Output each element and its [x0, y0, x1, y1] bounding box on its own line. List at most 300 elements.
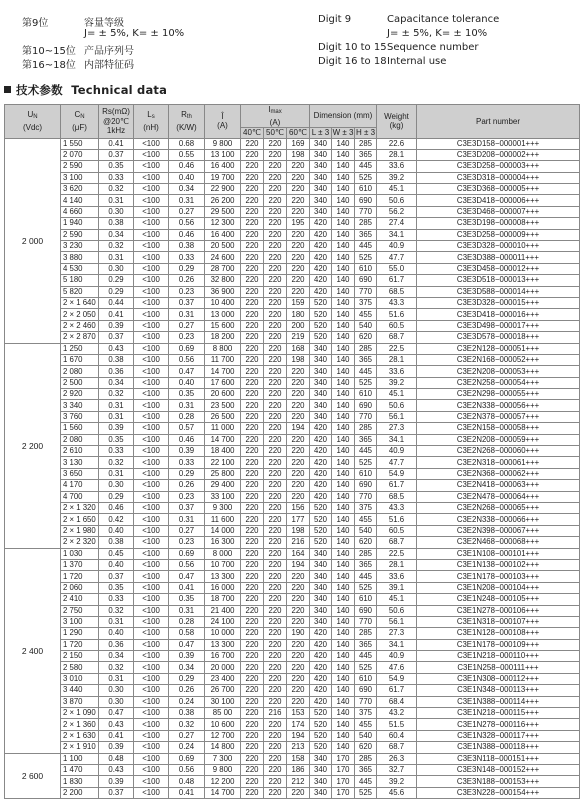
cell-t40: 220 — [241, 639, 264, 650]
cell-ls: <100 — [134, 662, 169, 673]
cell-t60: 220 — [287, 639, 310, 650]
intro-cn-text: 内部特征码 — [84, 60, 134, 71]
cell-weight: 55.0 — [377, 263, 417, 274]
header-rs: Rs(mΩ) @20℃ 1kHz — [99, 105, 134, 139]
cell-t40: 220 — [241, 491, 264, 502]
intro-cn-label: 第9位 — [22, 18, 49, 29]
cell-irms: 21 400 — [205, 605, 241, 616]
voltage-group-cell: 2 000 — [5, 138, 61, 343]
cell-irms: 14 700 — [205, 434, 241, 445]
cell-w: 140 — [332, 480, 355, 491]
table-row — [5, 286, 580, 297]
section-title-cn: 技术参数 — [16, 83, 63, 97]
cell-h: 620 — [355, 332, 377, 343]
cell-t40: 220 — [241, 252, 264, 263]
header-part-number: Part number — [417, 105, 580, 139]
cell-t40: 220 — [241, 537, 264, 548]
cell-t40: 220 — [241, 138, 264, 149]
table-row — [5, 195, 580, 206]
cell-t50: 220 — [264, 605, 287, 616]
cell-weight: 34.1 — [377, 639, 417, 650]
cell-rth: 0.23 — [169, 491, 205, 502]
cell-t60: 220 — [287, 696, 310, 707]
cell-irms: 18 400 — [205, 446, 241, 457]
cell-part: C3E2N418−000063+++ — [417, 480, 580, 491]
cell-h: 770 — [355, 286, 377, 297]
cell-cn: 5 820 — [61, 286, 99, 297]
cell-h: 525 — [355, 377, 377, 388]
cell-l: 340 — [310, 605, 332, 616]
cell-irms: 36 900 — [205, 286, 241, 297]
cell-cn: 4 530 — [61, 263, 99, 274]
cell-rs: 0.41 — [99, 309, 134, 320]
cell-rth: 0.31 — [169, 605, 205, 616]
cell-l: 340 — [310, 764, 332, 775]
cell-part: C3E2N338−000056+++ — [417, 400, 580, 411]
cell-irms: 23 400 — [205, 673, 241, 684]
cell-ls: <100 — [134, 537, 169, 548]
cell-cn: 2 590 — [61, 229, 99, 240]
cell-t60: 220 — [287, 161, 310, 172]
cell-t50: 220 — [264, 400, 287, 411]
cell-weight: 68.5 — [377, 286, 417, 297]
cell-w: 140 — [332, 685, 355, 696]
cell-rth: 0.26 — [169, 480, 205, 491]
cell-t50: 220 — [264, 241, 287, 252]
table-row — [5, 434, 580, 445]
cell-rth: 0.46 — [169, 229, 205, 240]
cell-weight: 47.7 — [377, 457, 417, 468]
cell-w: 140 — [332, 537, 355, 548]
cell-cn: 2 × 2 460 — [61, 320, 99, 331]
cell-t50: 220 — [264, 389, 287, 400]
cell-cn: 2 590 — [61, 161, 99, 172]
table-header — [5, 105, 580, 139]
cell-irms: 22 900 — [205, 184, 241, 195]
cell-ls: <100 — [134, 309, 169, 320]
cell-rth: 0.40 — [169, 172, 205, 183]
cell-t40: 220 — [241, 389, 264, 400]
cell-rth: 0.41 — [169, 787, 205, 798]
cell-rs: 0.45 — [99, 548, 134, 559]
table-row — [5, 343, 580, 354]
cell-w: 140 — [332, 628, 355, 639]
cell-cn: 1 250 — [61, 343, 99, 354]
cell-t50: 220 — [264, 161, 287, 172]
cell-rth: 0.31 — [169, 195, 205, 206]
cell-irms: 17 600 — [205, 377, 241, 388]
table-row — [5, 172, 580, 183]
cell-t60: 220 — [287, 377, 310, 388]
cell-rs: 0.32 — [99, 184, 134, 195]
cell-t60: 168 — [287, 343, 310, 354]
cell-t60: 153 — [287, 708, 310, 719]
cell-cn: 2 500 — [61, 377, 99, 388]
cell-w: 140 — [332, 377, 355, 388]
cell-weight: 45.1 — [377, 389, 417, 400]
cell-t40: 220 — [241, 332, 264, 343]
cell-irms: 28 700 — [205, 263, 241, 274]
cell-t60: 220 — [287, 605, 310, 616]
cell-rth: 0.69 — [169, 753, 205, 764]
cell-l: 420 — [310, 434, 332, 445]
cell-part: C3E2N398−000067+++ — [417, 525, 580, 536]
cell-part: C3E1N278−000116+++ — [417, 719, 580, 730]
cell-part: C3E1N328−000117+++ — [417, 730, 580, 741]
cell-cn: 1 670 — [61, 354, 99, 365]
cell-weight: 68.5 — [377, 491, 417, 502]
cell-irms: 23 500 — [205, 400, 241, 411]
cell-weight: 61.7 — [377, 685, 417, 696]
table-body — [5, 138, 580, 799]
cell-part: C3E2N268−000060+++ — [417, 446, 580, 457]
cell-t50: 220 — [264, 639, 287, 650]
cell-t60: 220 — [287, 206, 310, 217]
cell-rs: 0.32 — [99, 389, 134, 400]
cell-l: 340 — [310, 389, 332, 400]
cell-ls: <100 — [134, 730, 169, 741]
cell-irms: 25 800 — [205, 468, 241, 479]
table-row — [5, 218, 580, 229]
cell-rs: 0.35 — [99, 582, 134, 593]
cell-w: 140 — [332, 263, 355, 274]
cell-weight: 22.5 — [377, 343, 417, 354]
cell-h: 540 — [355, 320, 377, 331]
cell-weight: 68.7 — [377, 332, 417, 343]
cell-t40: 220 — [241, 320, 264, 331]
cell-part: C3E2N128−000051+++ — [417, 343, 580, 354]
cell-ls: <100 — [134, 776, 169, 787]
cell-irms: 10 600 — [205, 719, 241, 730]
cell-t50: 220 — [264, 172, 287, 183]
cell-cn: 1 030 — [61, 548, 99, 559]
cell-weight: 27.3 — [377, 628, 417, 639]
cell-rth: 0.35 — [169, 389, 205, 400]
cell-w: 140 — [332, 400, 355, 411]
cell-rs: 0.29 — [99, 286, 134, 297]
cell-weight: 28.1 — [377, 559, 417, 570]
cell-t60: 220 — [287, 434, 310, 445]
cell-t40: 220 — [241, 628, 264, 639]
cell-rs: 0.42 — [99, 514, 134, 525]
cell-weight: 43.3 — [377, 503, 417, 514]
cell-weight: 45.6 — [377, 787, 417, 798]
cell-rth: 0.33 — [169, 457, 205, 468]
cell-irms: 16 000 — [205, 582, 241, 593]
cell-t50: 220 — [264, 525, 287, 536]
table-row — [5, 411, 580, 422]
cell-t40: 220 — [241, 753, 264, 764]
cell-part: C3E3N228−000154+++ — [417, 787, 580, 798]
table-row — [5, 400, 580, 411]
cell-ls: <100 — [134, 491, 169, 502]
cell-rth: 0.56 — [169, 354, 205, 365]
cell-h: 610 — [355, 263, 377, 274]
cell-ls: <100 — [134, 138, 169, 149]
cell-w: 140 — [332, 332, 355, 343]
cell-t60: 220 — [287, 241, 310, 252]
cell-l: 520 — [310, 708, 332, 719]
cell-rs: 0.34 — [99, 377, 134, 388]
cell-rth: 0.46 — [169, 434, 205, 445]
table-row — [5, 548, 580, 559]
cell-t40: 220 — [241, 434, 264, 445]
cell-irms: 13 100 — [205, 149, 241, 160]
cell-w: 140 — [332, 708, 355, 719]
table-row — [5, 241, 580, 252]
cell-cn: 1 830 — [61, 776, 99, 787]
cell-part: C3E1N308−000112+++ — [417, 673, 580, 684]
cell-ls: <100 — [134, 696, 169, 707]
cell-ls: <100 — [134, 161, 169, 172]
cell-part: C3E3D208−000002+++ — [417, 149, 580, 160]
cell-t50: 220 — [264, 149, 287, 160]
cell-t40: 220 — [241, 377, 264, 388]
cell-w: 140 — [332, 161, 355, 172]
voltage-group-cell: 2 600 — [5, 753, 61, 799]
cell-t60: 220 — [287, 286, 310, 297]
cell-part: C3E3D368−000005+++ — [417, 184, 580, 195]
cell-t50: 220 — [264, 673, 287, 684]
cell-t60: 220 — [287, 662, 310, 673]
cell-rth: 0.39 — [169, 446, 205, 457]
cell-l: 340 — [310, 195, 332, 206]
cell-t50: 220 — [264, 764, 287, 775]
table-row — [5, 525, 580, 536]
table-row — [5, 537, 580, 548]
cell-ls: <100 — [134, 411, 169, 422]
cell-h: 610 — [355, 468, 377, 479]
cell-t40: 220 — [241, 605, 264, 616]
cell-rth: 0.32 — [169, 719, 205, 730]
section-title-en: Technical data — [71, 83, 168, 97]
cell-cn: 2 × 1 640 — [61, 297, 99, 308]
cell-h: 690 — [355, 195, 377, 206]
cell-part: C3E3D388−000011+++ — [417, 252, 580, 263]
cell-h: 365 — [355, 434, 377, 445]
cell-rth: 0.47 — [169, 571, 205, 582]
cell-cn: 3 440 — [61, 685, 99, 696]
cell-w: 140 — [332, 742, 355, 753]
cell-weight: 40.9 — [377, 241, 417, 252]
cell-cn: 2 150 — [61, 651, 99, 662]
cell-l: 340 — [310, 138, 332, 149]
cell-cn: 1 720 — [61, 639, 99, 650]
cell-h: 445 — [355, 651, 377, 662]
cell-l: 340 — [310, 559, 332, 570]
cell-irms: 9 800 — [205, 138, 241, 149]
cell-weight: 60.4 — [377, 730, 417, 741]
cell-rth: 0.26 — [169, 685, 205, 696]
cell-h: 445 — [355, 161, 377, 172]
cell-rs: 0.32 — [99, 605, 134, 616]
cell-t60: 190 — [287, 628, 310, 639]
table-row — [5, 297, 580, 308]
cell-cn: 4 700 — [61, 491, 99, 502]
cell-rs: 0.29 — [99, 275, 134, 286]
cell-weight: 28.1 — [377, 149, 417, 160]
cell-ls: <100 — [134, 708, 169, 719]
cell-irms: 16 700 — [205, 651, 241, 662]
cell-weight: 51.5 — [377, 719, 417, 730]
cell-part: C3E1N108−000101+++ — [417, 548, 580, 559]
cell-t40: 220 — [241, 343, 264, 354]
cell-h: 770 — [355, 696, 377, 707]
cell-part: C3E1N388−000118+++ — [417, 742, 580, 753]
cell-t60: 220 — [287, 491, 310, 502]
cell-ls: <100 — [134, 571, 169, 582]
cell-rs: 0.30 — [99, 206, 134, 217]
cell-irms: 14 700 — [205, 366, 241, 377]
table-row — [5, 514, 580, 525]
cell-part: C3E3N188−000153+++ — [417, 776, 580, 787]
table-row — [5, 377, 580, 388]
cell-part: C3E3D588−000014+++ — [417, 286, 580, 297]
cell-part: C3E2N158−000058+++ — [417, 423, 580, 434]
cell-cn: 2 × 1 360 — [61, 719, 99, 730]
cell-w: 140 — [332, 730, 355, 741]
cell-weight: 60.5 — [377, 320, 417, 331]
cell-cn: 2 × 1 090 — [61, 708, 99, 719]
cell-t60: 220 — [287, 400, 310, 411]
cell-t60: 220 — [287, 673, 310, 684]
cell-t50: 220 — [264, 537, 287, 548]
table-row — [5, 753, 580, 764]
cell-irms: 32 800 — [205, 275, 241, 286]
cell-cn: 3 010 — [61, 673, 99, 684]
cell-weight: 56.2 — [377, 206, 417, 217]
cell-part: C3E2N258−000054+++ — [417, 377, 580, 388]
cell-part: C3E2N298−000055+++ — [417, 389, 580, 400]
cell-h: 375 — [355, 708, 377, 719]
cell-t50: 220 — [264, 753, 287, 764]
cell-t50: 220 — [264, 559, 287, 570]
cell-part: C3E3D258−000009+++ — [417, 229, 580, 240]
cell-w: 140 — [332, 286, 355, 297]
cell-t50: 220 — [264, 446, 287, 457]
cell-irms: 9 800 — [205, 764, 241, 775]
cell-part: C3E2N478−000064+++ — [417, 491, 580, 502]
cell-rs: 0.39 — [99, 320, 134, 331]
cell-t60: 194 — [287, 730, 310, 741]
cell-rs: 0.31 — [99, 468, 134, 479]
cell-rth: 0.27 — [169, 730, 205, 741]
cell-rs: 0.31 — [99, 673, 134, 684]
cell-l: 340 — [310, 366, 332, 377]
cell-t60: 220 — [287, 411, 310, 422]
cell-t50: 220 — [264, 320, 287, 331]
cell-cn: 2 920 — [61, 389, 99, 400]
cell-t50: 220 — [264, 468, 287, 479]
cell-cn: 2 410 — [61, 594, 99, 605]
cell-t40: 220 — [241, 184, 264, 195]
cell-rs: 0.31 — [99, 252, 134, 263]
table-row — [5, 161, 580, 172]
cell-part: C3E2N368−000062+++ — [417, 468, 580, 479]
cell-l: 420 — [310, 457, 332, 468]
cell-l: 340 — [310, 343, 332, 354]
cell-t50: 220 — [264, 377, 287, 388]
cell-rth: 0.39 — [169, 651, 205, 662]
cell-cn: 1 290 — [61, 628, 99, 639]
cell-weight: 61.7 — [377, 275, 417, 286]
cell-ls: <100 — [134, 525, 169, 536]
cell-w: 170 — [332, 764, 355, 775]
cell-l: 420 — [310, 480, 332, 491]
cell-irms: 16 400 — [205, 161, 241, 172]
cell-irms: 18 700 — [205, 594, 241, 605]
cell-h: 455 — [355, 309, 377, 320]
cell-l: 520 — [310, 719, 332, 730]
cell-ls: <100 — [134, 753, 169, 764]
cell-w: 140 — [332, 457, 355, 468]
cell-irms: 12 300 — [205, 218, 241, 229]
cell-h: 375 — [355, 297, 377, 308]
table-row — [5, 366, 580, 377]
cell-cn: 2 080 — [61, 434, 99, 445]
cell-l: 340 — [310, 411, 332, 422]
cell-w: 140 — [332, 195, 355, 206]
cell-rth: 0.68 — [169, 138, 205, 149]
cell-rs: 0.30 — [99, 263, 134, 274]
cell-h: 365 — [355, 639, 377, 650]
cell-w: 140 — [332, 172, 355, 183]
cell-t40: 220 — [241, 161, 264, 172]
table-row — [5, 457, 580, 468]
cell-ls: <100 — [134, 480, 169, 491]
cell-rth: 0.27 — [169, 206, 205, 217]
cell-weight: 45.1 — [377, 184, 417, 195]
cell-l: 340 — [310, 149, 332, 160]
cell-part: C3E1N178−000103+++ — [417, 571, 580, 582]
cell-l: 340 — [310, 787, 332, 798]
cell-t60: 220 — [287, 651, 310, 662]
cell-rs: 0.31 — [99, 400, 134, 411]
cell-rth: 0.47 — [169, 639, 205, 650]
cell-weight: 34.1 — [377, 434, 417, 445]
cell-t40: 220 — [241, 594, 264, 605]
cell-t60: 198 — [287, 354, 310, 365]
cell-t40: 220 — [241, 525, 264, 536]
cell-part: C3E1N348−000113+++ — [417, 685, 580, 696]
cell-l: 340 — [310, 172, 332, 183]
table-row — [5, 275, 580, 286]
cell-t40: 220 — [241, 719, 264, 730]
table-row — [5, 480, 580, 491]
intro-en-text: J= ± 5%, K= ± 10% — [387, 28, 488, 39]
table-row — [5, 559, 580, 570]
cell-irms: 20 600 — [205, 389, 241, 400]
cell-part: C3E3N148−000152+++ — [417, 764, 580, 775]
cell-h: 610 — [355, 389, 377, 400]
cell-t40: 220 — [241, 229, 264, 240]
cell-part: C3E1N318−000107+++ — [417, 616, 580, 627]
cell-t60: 174 — [287, 719, 310, 730]
cell-h: 770 — [355, 616, 377, 627]
cell-l: 420 — [310, 423, 332, 434]
cell-part: C3E3D318−000004+++ — [417, 172, 580, 183]
cell-l: 420 — [310, 275, 332, 286]
cell-cn: 2 × 1 630 — [61, 730, 99, 741]
cell-h: 455 — [355, 719, 377, 730]
cell-l: 420 — [310, 639, 332, 650]
cell-t60: 220 — [287, 457, 310, 468]
cell-cn: 2 × 1 980 — [61, 525, 99, 536]
cell-part: C3E3N118−000151+++ — [417, 753, 580, 764]
cell-h: 690 — [355, 605, 377, 616]
cell-w: 170 — [332, 753, 355, 764]
intro-en-text: Capacitance tolerance — [387, 14, 500, 25]
